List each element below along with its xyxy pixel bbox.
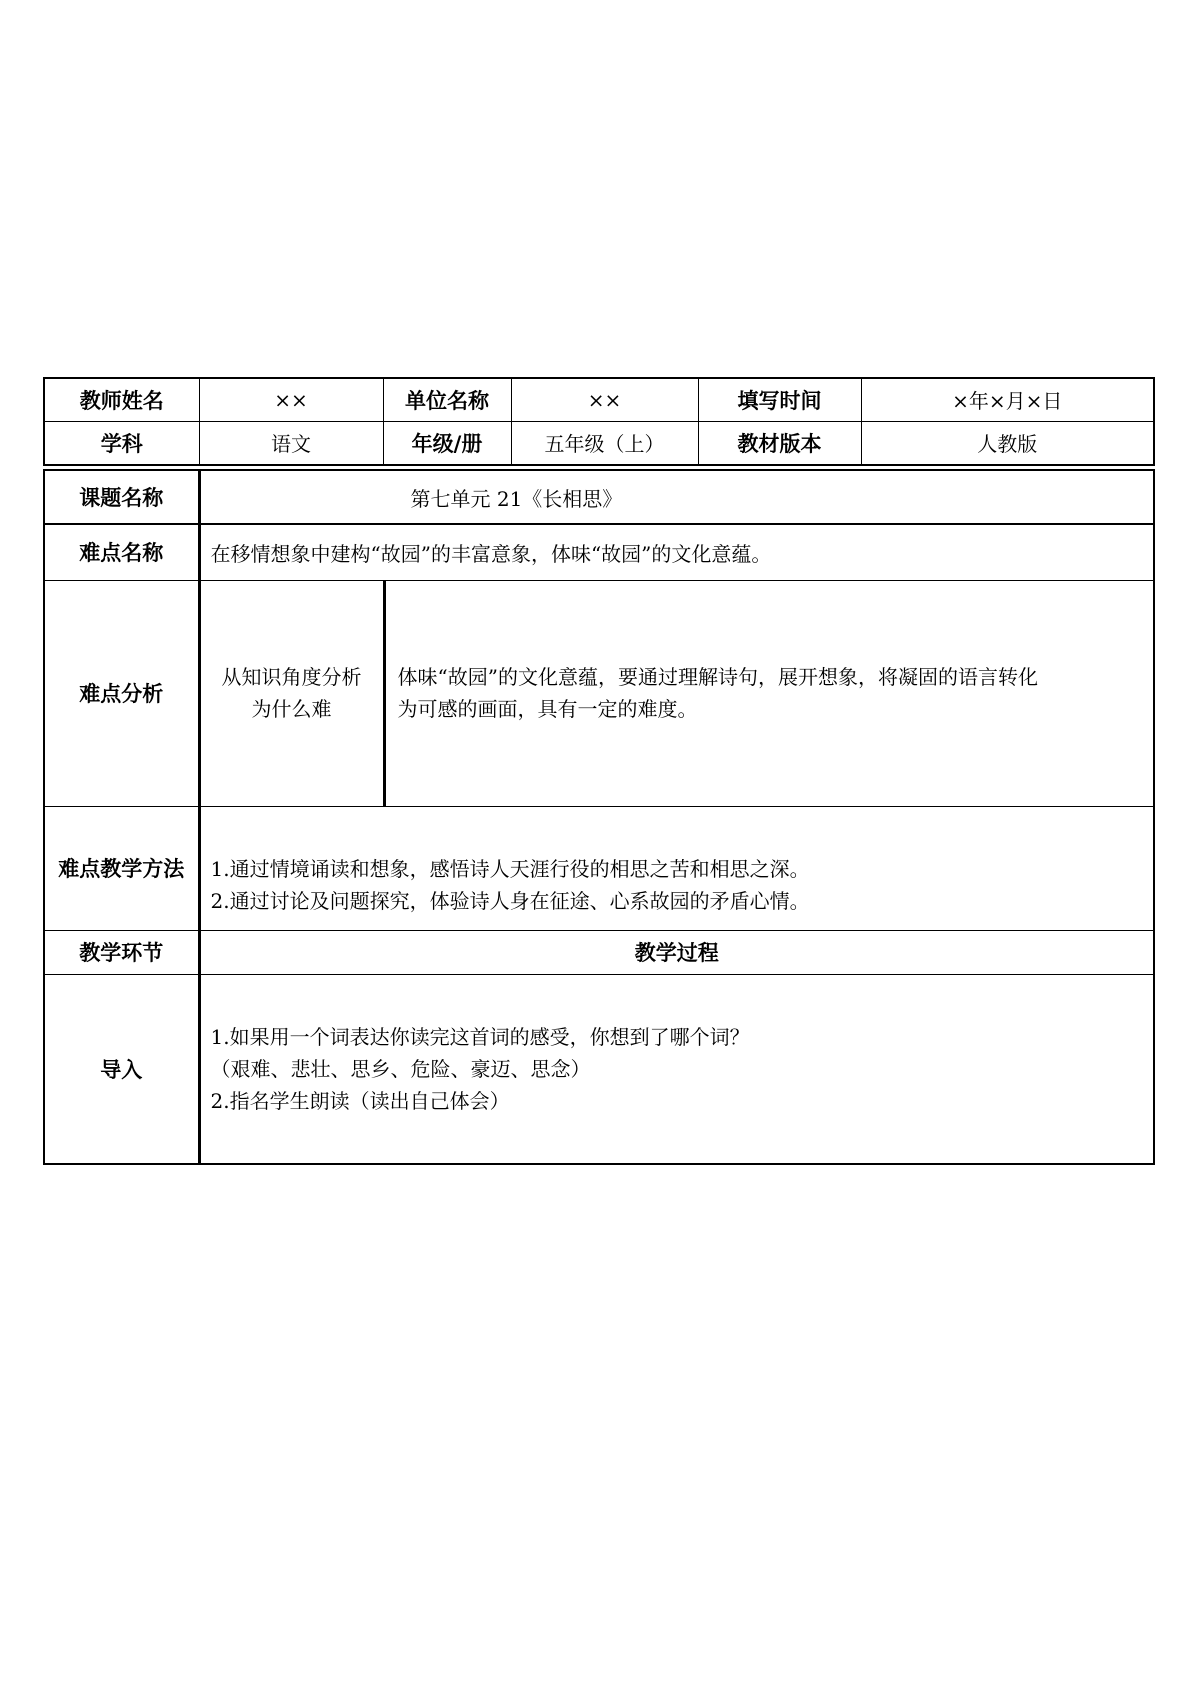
difficulty-analysis-label: 难点分析 xyxy=(44,580,199,806)
intro-line2: （艰难、悲壮、思乡、危险、豪迈、思念） xyxy=(210,1056,591,1081)
teaching-method-line1: 1.通过情境诵读和想象，感悟诗人天涯行役的相思之苦和相思之深。 xyxy=(210,856,810,881)
intro-stage-label: 导入 xyxy=(44,974,199,1164)
analysis-text-line2: 为可感的画面，具有一定的难度。 xyxy=(397,697,698,721)
intro-content-cell xyxy=(199,974,1154,1164)
grade-label: 年级/册 xyxy=(383,421,511,465)
teaching-process-header: 教学过程 xyxy=(199,930,1154,974)
header-table xyxy=(43,377,1155,466)
teaching-method-cell xyxy=(199,806,1154,930)
edition-label: 教材版本 xyxy=(698,421,861,465)
analysis-perspective-line1: 从知识角度分析 xyxy=(221,665,362,689)
subject-label: 学科 xyxy=(44,421,199,465)
analysis-perspective-cell xyxy=(199,580,384,806)
edition-value: 人教版 xyxy=(861,421,1154,465)
teaching-method-label: 难点教学方法 xyxy=(44,806,199,930)
unit-name-value: ×× xyxy=(511,378,698,421)
content-table xyxy=(43,469,1155,1165)
lesson-plan-form xyxy=(43,377,1153,1165)
teacher-name-label: 教师姓名 xyxy=(44,378,199,421)
intro-line1: 1.如果用一个词表达你读完这首词的感受，你想到了哪个词？ xyxy=(210,1024,750,1049)
analysis-text-cell xyxy=(384,580,1154,806)
subject-value: 语文 xyxy=(199,421,383,465)
lesson-title-value: 第七单元 21《长相思》 xyxy=(199,470,1154,524)
analysis-perspective-line2: 为什么难 xyxy=(251,697,332,721)
grade-value: 五年级（上） xyxy=(511,421,698,465)
teaching-method-line2: 2.通过讨论及问题探究，体验诗人身在征途、心系故园的矛盾心情。 xyxy=(210,888,810,913)
fill-date-label: 填写时间 xyxy=(698,378,861,421)
unit-name-label: 单位名称 xyxy=(383,378,511,421)
analysis-text-line1: 体味“故园”的文化意蕴，要通过理解诗句，展开想象，将凝固的语言转化 xyxy=(397,665,1038,689)
fill-date-value: ×年×月×日 xyxy=(861,378,1154,421)
lesson-title-label: 课题名称 xyxy=(44,470,199,524)
difficulty-name-label: 难点名称 xyxy=(44,524,199,580)
intro-line3: 2.指名学生朗读（读出自己体会） xyxy=(210,1088,510,1113)
teaching-stage-header: 教学环节 xyxy=(44,930,199,974)
teacher-name-value: ×× xyxy=(199,378,383,421)
difficulty-name-value: 在移情想象中建构“故园”的丰富意象，体味“故园”的文化意蕴。 xyxy=(199,524,1154,580)
